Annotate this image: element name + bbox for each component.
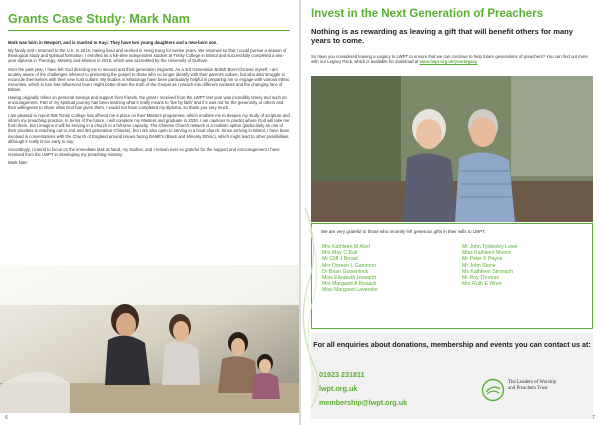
contact-heading: For all enquiries about donations, membership and events you can contact us at: <box>313 340 591 349</box>
title-divider <box>8 30 290 31</box>
contact-email-link[interactable]: membership@lwpt.org.uk <box>319 398 408 407</box>
gift-name: Mrs Kathleen M Abel <box>322 244 370 250</box>
case-study-body <box>8 40 291 168</box>
gift-name: Ms Kathleen Stronach <box>462 268 514 275</box>
legacy-subtitle: Nothing is as rewarding as leaving a gift that will benefit others for many years to come. <box>311 27 574 46</box>
legacy-intro <box>311 54 593 64</box>
logo-line-2: and Preachers Trust <box>508 386 548 392</box>
gift-name: Miss Margaret Lavender <box>322 287 378 294</box>
case-study-title: Grants Case Study: Mark Nam <box>8 12 190 26</box>
legacy-pack-link[interactable]: www.lwpt.org.uk/yourlegacy <box>419 59 478 65</box>
case-study-paragraph: I am pleased to report that Trinity College has offered me a place on their Masters programme, which enables me to deepen my study of scripture and inform my preaching practice. In terms of the future, I will complete my Masters and graduate in 2020. I am cautious to predict where God will take me from there, but I imagine it will be serving in a church in a full-time capacity. The Chinese Church network is a realistic option (particularly as one of their priorities is reaching out to 2nd and 3rd generation Chinese), but I am also open to serving in a local church. Since arriving in Bristol, I have been involved in conversations with the Church of England around issues facing BAME's (Black and Minority Ethnic), which might lead to other possibilities, although it really is too early to say. <box>8 113 290 144</box>
gift-name: Mr Peter F Payne <box>462 256 503 263</box>
decorative-swirl-icon <box>301 208 327 408</box>
logo-line-1: The Leaders of Worship <box>508 380 557 385</box>
gift-name: Mrs May C Ball <box>322 250 358 257</box>
contact-phone[interactable]: 01923 231811 <box>319 370 365 379</box>
gift-name: Dr Brian Gowenlock <box>322 268 369 275</box>
logo-emblem-icon <box>481 378 505 402</box>
gift-name: Mr Roy Thomas <box>462 275 499 282</box>
case-study-paragraph: Over the past year, I have felt God directing me to second and third generation migrants. As a 3rd Generation British-Born-Chinese myself, I am acutely aware of the challenges inherent to presenting the gospel to those who no longer identify with their parent's culture, but who also struggle to reconcile themselves with their new host culture. My studies in Missiology have been particularly helpful in preparing me to engage with various ethnic minorities, which in turn has influenced how I might better share the truth of the Gospel as I preach into different contexts and the changing face of Britain. <box>8 66 290 92</box>
lwpt-logo <box>481 375 589 405</box>
elderly-couple-photo <box>311 76 593 222</box>
logo-text <box>508 380 556 392</box>
legacy-title: Invest in the Next Generation of Preachers <box>311 8 543 20</box>
gift-names-column-2 <box>462 244 518 287</box>
gift-name: Mrs Margaret A Kissack <box>322 281 377 288</box>
gifts-intro: We are very grateful to those who recently left generous gifts in their wills to LWPT. <box>321 229 486 234</box>
case-study-lead: Mark was born in Newport, and is married to Kayi. They have two young daughters and a new-born son. <box>8 40 218 45</box>
case-study-signature: Mark Nam <box>8 160 28 166</box>
case-study-paragraph: Having originally relied on personal savings and support from friends, the grant I received from the LWPT last year was incredibly timely and such an encouragement. Part of my spiritual journey has been learning what it really means to 'live by faith' and if it was not for the generosity of others and their willingness to share what God has given them, I would not have completed my diploma, so thank you very much. <box>8 94 287 111</box>
gift-name: Mr Cliff J Broad <box>322 256 358 263</box>
case-study-paragraph: My family and I returned to the U.K. in 2016, having lived and worked in Hong Kong for twelve years. We returned so that I could pursue a season of theological study and spiritual formation. I enrolled as a full-time independent student at Trinity College in Bristol and successfully completed a two-year diploma in Theology, Ministry and Mission in 2018, which was accredited by the University of Durham. <box>8 48 287 64</box>
gift-name: Mr John Stone <box>462 262 496 269</box>
gifts-panel <box>311 223 593 329</box>
case-study-paragraph: Accordingly, I intend to focus on the immediate task at hand, my studies, and I remain ever so grateful for the support and encouragement I have received from the LWPT in developing my preaching ministry. <box>8 146 280 157</box>
gift-names-column-1 <box>322 244 378 294</box>
right-page <box>301 0 600 425</box>
gift-name: Mrs Ruth E Wren <box>462 281 502 288</box>
family-photo-illustration <box>0 265 299 413</box>
gift-name: Miss Kathleen Moore <box>462 250 511 257</box>
gift-name: Miss Elizabeth Howarth <box>322 275 377 282</box>
family-photo <box>0 265 299 413</box>
left-page <box>0 0 299 425</box>
legacy-intro-text: So have you considered leaving a Legacy to LWPT to ensure that we can continue to help future generations of preachers? You can find out more with our Legacy Pack, which is available for download at <box>311 54 588 65</box>
contact-website-link[interactable]: lwpt.org.uk <box>319 384 358 393</box>
page-number: 7 <box>592 415 595 421</box>
page-number: 6 <box>5 415 8 421</box>
couple-photo-illustration <box>311 76 593 222</box>
gift-name: Mr John Tyldesley Lowe <box>462 244 518 250</box>
contact-panel <box>311 333 593 419</box>
gift-name: Mrs Doreen L Gammon <box>322 262 377 269</box>
